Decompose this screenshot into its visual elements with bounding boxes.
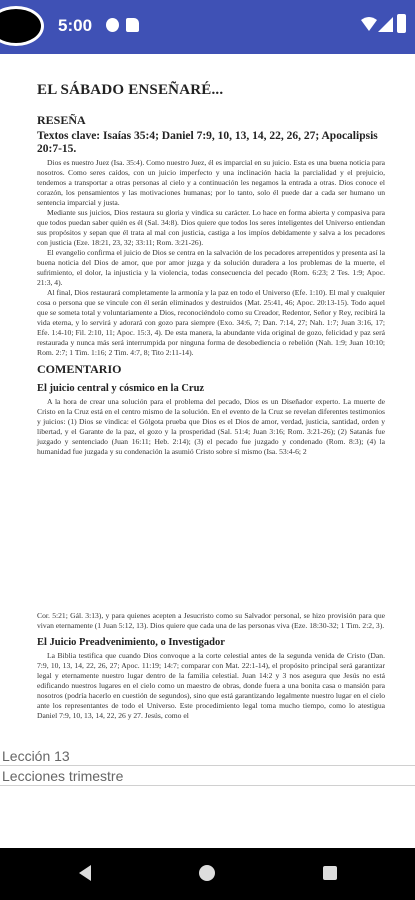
notification-icon xyxy=(106,18,119,32)
recents-icon[interactable] xyxy=(323,866,337,880)
lesson-document-view[interactable] xyxy=(0,54,415,746)
status-time: 5:00 xyxy=(58,16,93,35)
lesson-page xyxy=(0,54,415,721)
subheading-juicio-cruz: El juicio central y cósmico en la Cruz xyxy=(37,383,205,394)
navigation-bar xyxy=(0,848,415,900)
subheading-juicio-preadvenimiento: El Juicio Preadvenimiento, o Investigador xyxy=(37,637,225,648)
comentario-paragraph: A la hora de crear una solución para el problema del pecado, Dios es un Diseñador experto. La muerte de Cristo en la Cruz está en el centro mismo de la solución. En el evento de la Cruz se revelan diferentes testimonios y juicios: (1) Dios se vindica: el Gólgota prueba que Dios es el Dios de amor, verdad, justicia, santidad, orden y libertad, y el Garante de la paz, el gozo y la prosperidad (Sal. 51:4; Juan 3:16; Rom. 3:21-26); (2) Satanás fue juzgado y sentenciado (Juan 16:11; Heb. 2:14); (3) el pecado fue juzgado y condenado (Rom. 8:3); (4) la humanidad fue juzgada y su condenación la asumió Cristo sobre sí mismo (Isa. 53:4-6; 2 xyxy=(37,397,385,456)
key-texts: Textos clave: Isaías 35:4; Daniel 7:9, 10, 13, 14, 22, 26, 27; Apocalipsis 20:7-15. xyxy=(37,130,378,155)
comentario-heading: COMENTARIO xyxy=(37,362,122,376)
status-bar xyxy=(0,0,415,54)
sd-card-icon xyxy=(126,18,139,32)
continuation-paragraph: Cor. 5:21; Gál. 3:13), y para quienes acepten a Jesucristo como su Salvador personal, se hizo provisión para que vivan eternamente (1 Juan 5:12, 13). Dios quiere que cada una de las personas viva (Eze. 18:30-32; 1 Tim. 2:2, 3). xyxy=(37,611,385,630)
final-paragraph: La Biblia testifica que cuando Dios convoque a la corte celestial antes de la segunda venida de Cristo (Dan. 7:9, 10, 13, 14, 22, 26, 27; Apoc. 11:19; 14:7; comparar con Mat. 22:1-14), el propósito principal será garantizar legal y eternamente nuestro lugar dentro de la familia celestial. Juan 14:2 y 3 nos asegura que Jesús no está edificando nuestros lugares en el cielo como un maestro de obras, donde fuera a una bonita casa o mansión para nosotros (podría hacerlo en cuestión de segundos), sino que está garantizando legalmente nuestro lugar en el cielo ante los representantes de todo el Universo. Este procedimiento legal toma mucho tiempo, como lo atestigua Daniel 7:9, 10, 13, 14, 22, 26 y 27. Jesús, como el xyxy=(37,651,385,720)
lesson-list xyxy=(0,746,415,787)
resena-paragraph: Al final, Dios restaurará completamente la armonía y la paz en todo el Universo (Efe. 1:10). El mal y cualquier cosa o persona que se vincule con él serán eliminados y destruidos (Mat. 25:41, 46; Apoc. 20:13-15). Todo aquel que se someta total y voluntariamente a Dios, reconociéndolo como su Creador, Redentor, Señor y Rey, recibirá la vida eterna, y lo servirá y adorará con gozo para siempre (Exo. 34:6, 7; Dan. 7:14, 27; Nah. 1:7; Juan 3:16, 17; Efe. 1:4-10; Fil. 2:10, 11; Apoc. 15:3, 4). De esta manera, la abundante vida original de gozo, felicidad y paz será restaurada y nunca más será interrumpida por ninguna forma de desobediencia o rebelión (Nah. 1:9; Juan 10:10; Rom. 2:7; 1 Tim. 1:16; 2 Tim. 4:7, 8; Tito 2:11-14). xyxy=(37,288,385,357)
camera-cutout xyxy=(0,6,44,46)
lesson-title: EL SÁBADO ENSEÑARÉ... xyxy=(37,82,224,98)
battery-icon xyxy=(397,14,406,33)
list-item-leccion[interactable]: Lección 13 xyxy=(0,746,415,766)
resena-paragraph: Dios es nuestro Juez (Isa. 35:4). Como nuestro Juez, él es imparcial en su juicio. Esta es una buena noticia para nosotros. Como seres caídos, con un juicio imperfecto y una inclinación hacia la parcialidad y el prejuicio, tendemos a transportar a otras personas al cielo y a continuación les negamos la entrada a otras. Dios conoce el corazón, los pensamientos y las motivaciones humanas; por lo tanto, solo él puede dar a cada ser humano un sentencia imparcial y justa. xyxy=(37,158,385,207)
page-break xyxy=(37,457,385,611)
resena-heading: RESEÑA xyxy=(37,113,86,127)
list-item-lecciones-trimestre[interactable]: Lecciones trimestre xyxy=(0,766,415,786)
resena-paragraph: Mediante sus juicios, Dios restaura su gloria y vindica su carácter. Lo hace en forma abierta y compasiva para que todos puedan saber quién es él (Sal. 34:8). Dios quiere que todos los seres inteligentes del Universo entiendan sus propósitos y sepan que él trata al mal con justicia, castiga a los impíos debidamente y salva a los pecadores con justicia (Eze. 18:21, 23, 32; 33:11; Rom. 3:21-26). xyxy=(37,208,385,247)
home-icon[interactable] xyxy=(199,865,215,881)
back-icon[interactable] xyxy=(79,865,91,881)
resena-paragraph: El evangelio confirma el juicio de Dios se centra en la salvación de los pecadores arrepentidos y presenta así la buena noticia del Dios de amor, que por amor juzga y da solución duradera a los problemas de la muerte, el sufrimiento, el dolor, la injusticia y la violencia, todas consecuencia del pecado (Rom. 6:23; 2 Tes. 1:9; Apoc. 21:3, 4). xyxy=(37,248,385,287)
signal-icon xyxy=(378,17,393,32)
wifi-icon xyxy=(361,17,377,31)
